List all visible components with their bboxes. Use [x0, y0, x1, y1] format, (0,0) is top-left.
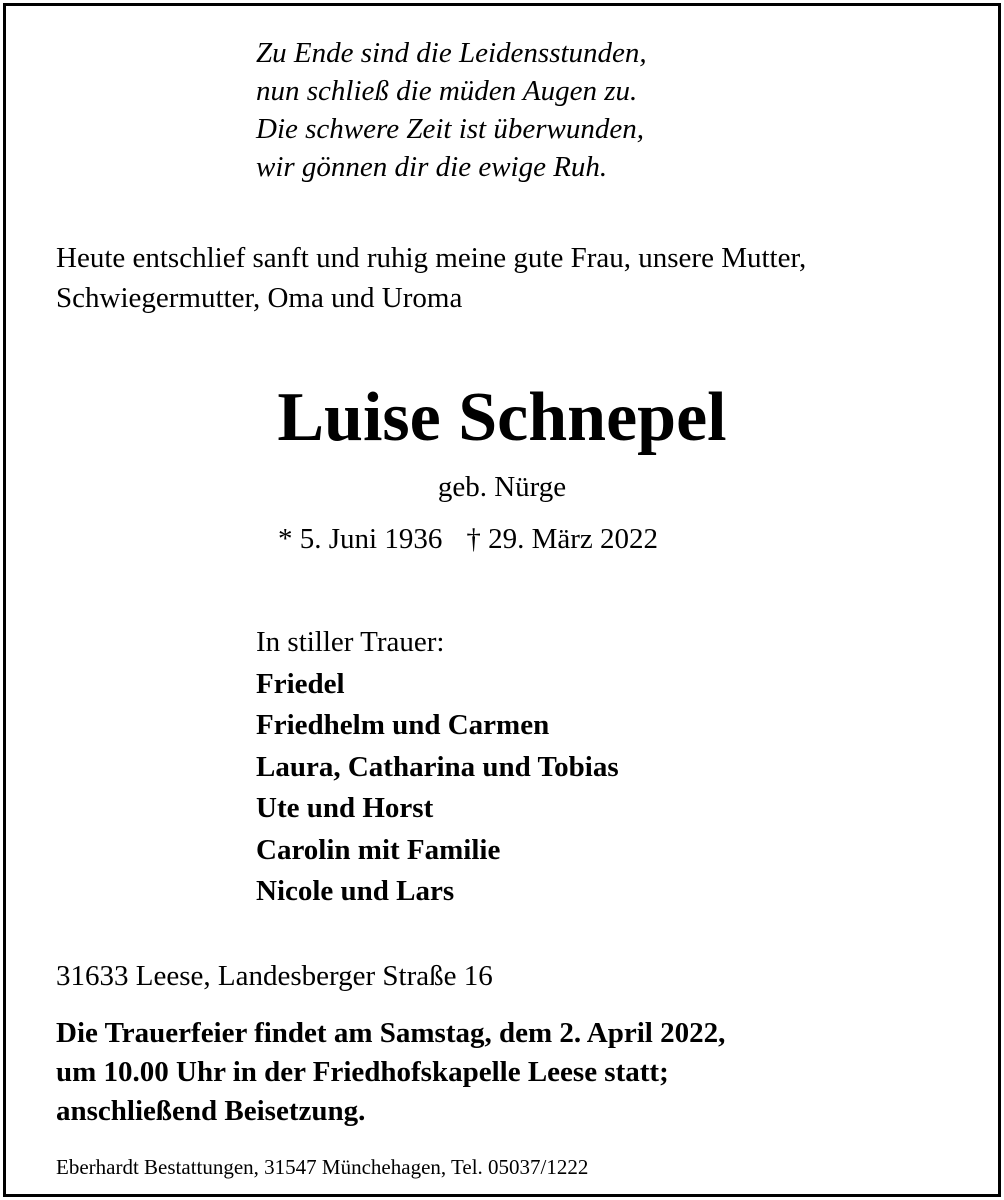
- mourner-name: Friedhelm und Carmen: [256, 709, 550, 741]
- deceased-name: Luise Schnepel: [277, 379, 727, 456]
- funeral-line: um 10.00 Uhr in der Friedhofskapelle Leese statt;: [56, 1056, 669, 1088]
- funeral-notice: [56, 1014, 725, 1131]
- poem-line: nun schließ die müden Augen zu.: [256, 75, 638, 107]
- mourner-name: Laura, Catharina und Tobias: [256, 750, 619, 783]
- life-dates: [278, 519, 658, 559]
- maiden-name: geb. Nürge: [437, 471, 567, 503]
- poem-line: wir gönnen dir die ewige Ruh.: [256, 151, 608, 183]
- memorial-poem: [256, 34, 647, 186]
- intro-text: Heute entschlief sanft und ruhig meine gute Frau, unsere Mutter, Schwiegermutter, Oma und Uroma: [56, 242, 807, 314]
- death-date: † 29. März 2022: [466, 523, 659, 555]
- mourner-name: Ute und Horst: [256, 792, 434, 824]
- family-address: 31633 Leese, Landesberger Straße 16: [56, 960, 493, 992]
- mourners-heading: In stiller Trauer:: [256, 626, 445, 658]
- undertaker-info: Eberhardt Bestattungen, 31547 Münchehagen, Tel. 05037/1222: [56, 1155, 589, 1179]
- birth-date: * 5. Juni 1936: [278, 523, 443, 555]
- mourners-list: [256, 664, 619, 913]
- poem-line: Die schwere Zeit ist überwunden,: [256, 113, 644, 145]
- mourner-name: Nicole und Lars: [256, 875, 455, 907]
- mourner-name: Friedel: [256, 667, 345, 700]
- poem-line: Zu Ende sind die Leidensstunden,: [256, 37, 647, 69]
- mourner-name: Carolin mit Familie: [256, 833, 501, 866]
- funeral-line: anschließend Beisetzung.: [56, 1095, 366, 1127]
- funeral-line: Die Trauerfeier findet am Samstag, dem 2. April 2022,: [56, 1017, 726, 1049]
- mourners-section: [256, 622, 619, 913]
